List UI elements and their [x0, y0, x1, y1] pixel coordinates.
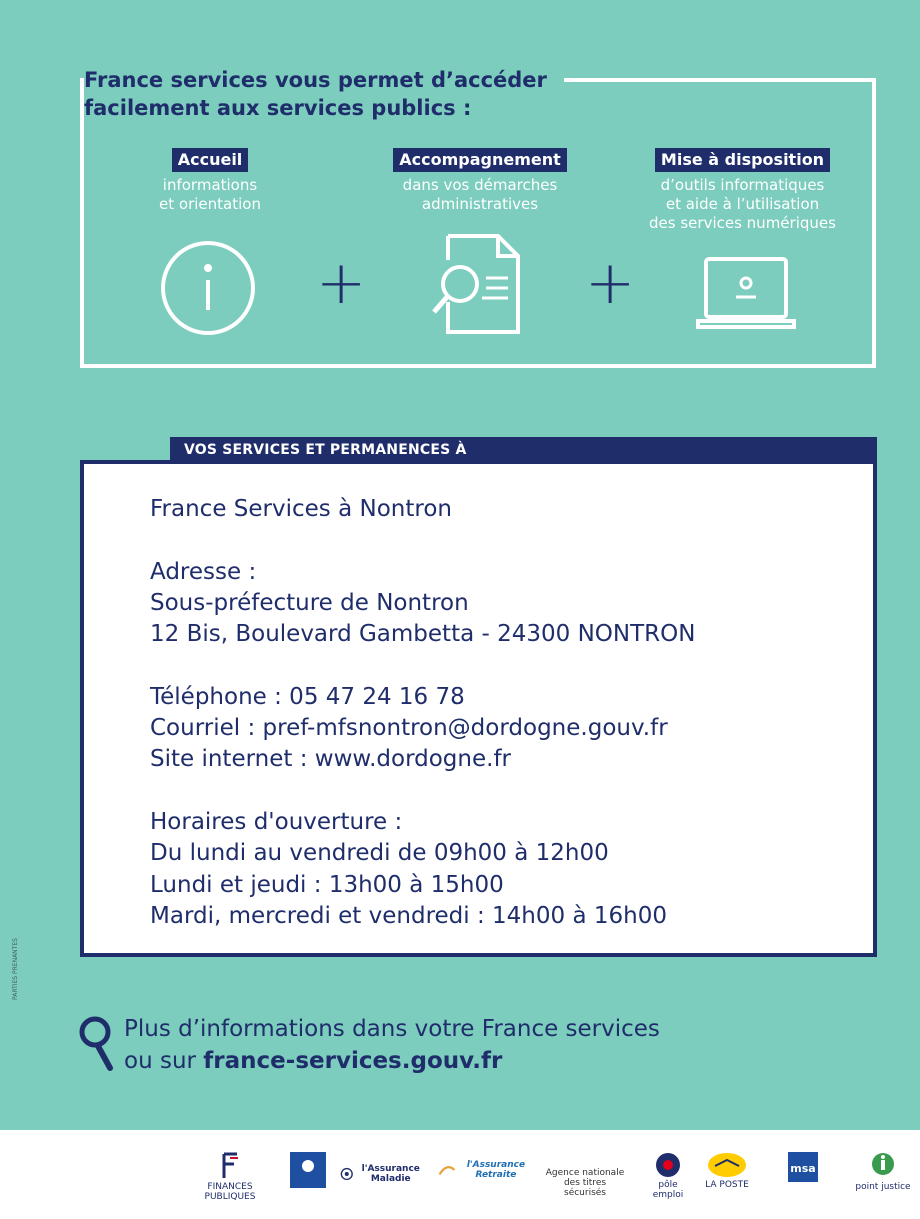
- service-label: Mise à disposition: [655, 148, 830, 172]
- address-label: Adresse :: [150, 558, 257, 585]
- laptop-icon: [696, 255, 796, 335]
- contact-panel: [80, 460, 877, 957]
- pole-emploi-logo-icon: [655, 1152, 681, 1178]
- document-search-icon: [430, 232, 526, 336]
- caf-logo-icon: [290, 1152, 326, 1188]
- website: Site internet : www.dordogne.fr: [150, 746, 511, 773]
- partner-msa: [768, 1152, 838, 1182]
- partner-assurance-maladie: l'Assurance Maladie: [340, 1164, 425, 1184]
- panel-heading: VOS SERVICES ET PERMANENCES À: [170, 437, 877, 461]
- address-line-1: Sous-préfecture de Nontron: [150, 589, 469, 616]
- msa-logo-icon: [788, 1152, 818, 1182]
- more-line-2: ou sur france-services.gouv.fr: [124, 1048, 503, 1074]
- hours-line-3: Mardi, mercredi et vendredi : 14h00 à 16h00: [150, 902, 667, 929]
- hours-label: Horaires d'ouverture :: [150, 808, 403, 835]
- plus-icon: +: [316, 248, 367, 318]
- intro-heading: [84, 66, 564, 122]
- info-icon: [156, 240, 262, 336]
- finances-publiques-logo-icon: [220, 1152, 240, 1180]
- partner-la-poste: LA POSTE: [702, 1152, 752, 1190]
- intro-line-1: France services vous permet d’accéder: [84, 68, 547, 92]
- more-line-1: Plus d’informations dans votre France services: [124, 1016, 660, 1042]
- more-info: [124, 1013, 660, 1077]
- service-label: Accueil: [172, 148, 249, 172]
- services-frame-top: [555, 78, 876, 82]
- email: Courriel : pref-mfsnontron@dordogne.gouv.fr: [150, 715, 668, 742]
- assurance-retraite-logo-icon: [438, 1160, 456, 1180]
- service-desc: informations et orientation: [159, 176, 261, 213]
- france-services-link[interactable]: france-services.gouv.fr: [203, 1048, 503, 1074]
- partner-caf: [288, 1152, 328, 1190]
- magnifier-icon: [78, 1016, 114, 1072]
- intro-line-2: facilement aux services publics :: [84, 96, 472, 120]
- point-justice-logo-icon: [871, 1152, 895, 1180]
- la-poste-logo-icon: [707, 1152, 747, 1178]
- hours-line-1: Du lundi au vendredi de 09h00 à 12h00: [150, 840, 609, 867]
- partner-pole-emploi: pôle emploi: [645, 1152, 691, 1200]
- service-accompagnement: [370, 148, 590, 214]
- plus-icon: +: [585, 248, 636, 318]
- service-desc: dans vos démarches administratives: [402, 176, 558, 213]
- phone: Téléphone : 05 47 24 16 78: [150, 683, 465, 710]
- service-mise-a-disposition: [620, 148, 865, 233]
- partners-footer: [0, 1130, 920, 1219]
- service-accueil: [125, 148, 295, 214]
- svg-text:msa: msa: [790, 1162, 816, 1175]
- assurance-maladie-logo-icon: [340, 1164, 354, 1184]
- partner-ants: Agence nationale des titres sécurisés: [545, 1168, 625, 1198]
- service-label: Accompagnement: [393, 148, 567, 172]
- partner-assurance-retraite: l'Assurance Retraite: [438, 1160, 534, 1180]
- address-line-2: 12 Bis, Boulevard Gambetta - 24300 NONTRON: [150, 621, 696, 648]
- service-desc: d’outils informatiques et aide à l’utilisation des services numériques: [649, 176, 836, 232]
- office-name: France Services à Nontron: [150, 496, 452, 522]
- side-note: PARTIES PRENANTES: [12, 938, 19, 1000]
- hours-line-2: Lundi et jeudi : 13h00 à 15h00: [150, 871, 504, 898]
- partner-point-justice: point justice: [852, 1152, 914, 1192]
- partner-finances-publiques: FINANCES PUBLIQUES: [185, 1152, 275, 1202]
